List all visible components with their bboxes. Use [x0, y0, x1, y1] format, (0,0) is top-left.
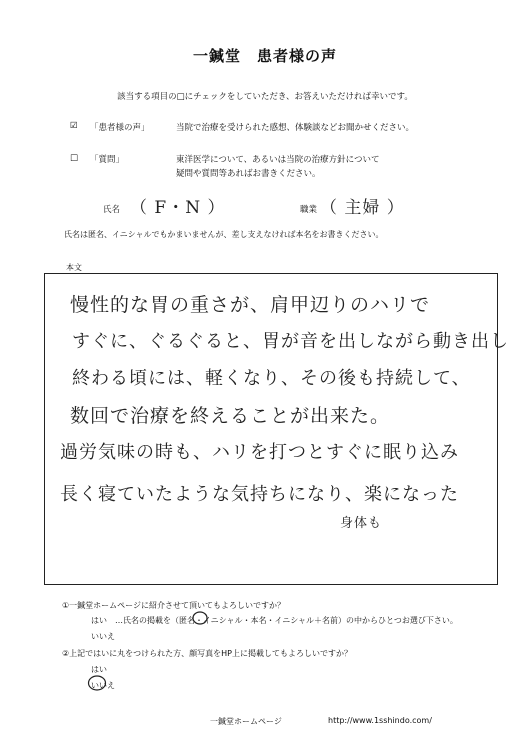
- option-question-label: 「質問」: [90, 155, 125, 165]
- body-insert: 身体も: [340, 516, 383, 531]
- body-line: 終わる頃には、軽くなり、その後も持続して、: [72, 368, 471, 389]
- question-2-yes[interactable]: はい: [91, 665, 107, 674]
- page-title: 一鍼堂 患者様の声: [192, 47, 337, 65]
- body-line: 長く寝ていたような気持ちになり、楽になった: [60, 484, 459, 505]
- question-2: ②上記ではいに丸をつけられた方、顔写真をHP上に掲載してもよろしいですか？: [62, 649, 353, 658]
- name-value: （ F・N ）: [130, 198, 226, 218]
- question-1-yes[interactable]: はい …氏名の掲載を（匿名・イニシャル・本名・イニシャル＋名前）の中からひとつお選び下さい。: [91, 616, 458, 625]
- option-question-desc-1: 東洋医学について、あるいは当院の治療方針について: [176, 155, 380, 165]
- option-voice-desc: 当院で治療を受けられた感想、体験談などお聞かせください。: [176, 123, 415, 133]
- body-label: 本文: [66, 263, 82, 272]
- option-question-desc-2: 疑問や質問等あればお書きください。: [176, 169, 321, 179]
- body-box: [44, 273, 498, 585]
- footer-url[interactable]: http://www.1sshindo.com/: [328, 716, 432, 725]
- question-1: ①一鍼堂ホームページに紹介させて頂いてもよろしいですか？: [62, 601, 286, 610]
- option-voice-label: 「患者様の声」: [90, 123, 150, 133]
- checkbox-voice[interactable]: ☑: [70, 121, 78, 131]
- checkbox-question[interactable]: □: [70, 153, 79, 163]
- answer-circle-icon: [86, 674, 108, 692]
- body-line: すぐに、ぐるぐると、胃が音を出しながら動き出し: [72, 331, 509, 352]
- body-line: 慢性的な胃の重さが、肩甲辺りのハリで: [70, 294, 431, 316]
- question-1-no[interactable]: いいえ: [91, 632, 115, 641]
- selection-circle-icon: [190, 610, 210, 626]
- body-line: 過労気味の時も、ハリを打つとすぐに眠り込み: [60, 442, 459, 463]
- name-label: 氏名: [103, 205, 121, 215]
- occupation-value: （ 主婦 ）: [320, 198, 405, 218]
- intro-text: 該当する項目の□にチェックをしていただき、お答えいただければ幸いです。: [117, 92, 413, 102]
- occupation-label: 職業: [300, 205, 318, 215]
- anonymity-note: 氏名は匿名、イニシャルでもかまいませんが、差し支えなければ本名をお書きください。: [64, 230, 384, 239]
- footer-site: 一鍼堂ホームページ: [210, 717, 282, 726]
- question-2-no[interactable]: いいえ: [91, 681, 115, 690]
- body-line: 数回で治療を終えることが出来た。: [70, 405, 391, 427]
